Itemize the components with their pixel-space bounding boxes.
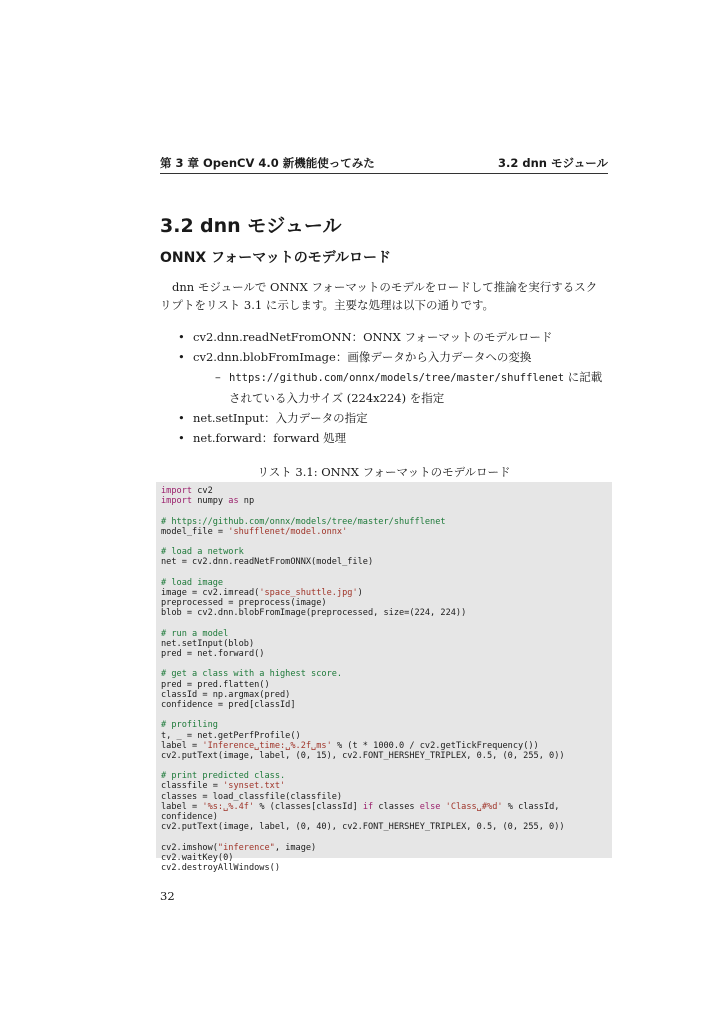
shufflenet-url-link[interactable]: https://github.com/onnx/models/tree/master/shufflenet — [229, 372, 565, 384]
code-token: classes = load_classfile(classfile) — [161, 791, 343, 802]
code-keyword: import — [161, 486, 193, 496]
code-keyword: else — [419, 801, 441, 812]
code-token: net = cv2.dnn.readNetFromONNX(model_file) — [161, 557, 374, 568]
code-token: ) — [357, 587, 363, 598]
code-token: net.setInput(blob) — [161, 638, 255, 649]
code-comment: # print predicted class. — [161, 771, 286, 782]
code-line — [161, 802, 612, 812]
code-keyword: import — [161, 496, 193, 507]
code-string: 'synset.txt' — [223, 781, 286, 792]
code-line — [161, 629, 612, 639]
code-line — [161, 781, 612, 791]
bullet-icon: • — [178, 431, 185, 445]
code-token: t, _ = net.getPerfProfile() — [161, 730, 301, 741]
code-token: confidence = pred[classId] — [161, 699, 296, 710]
code-string: '%s:␣%.4f' — [202, 801, 255, 812]
code-line — [161, 496, 612, 506]
code-token: pred = net.forward() — [161, 649, 265, 659]
code-token: cv2.waitKey(0) — [161, 852, 234, 863]
code-token: , image) — [274, 842, 317, 853]
code-string: "inference" — [217, 842, 275, 853]
code-token: cv2.destroyAllWindows() — [161, 862, 280, 873]
code-listing — [156, 482, 612, 873]
code-line — [161, 486, 612, 496]
code-line — [161, 863, 612, 873]
code-line — [161, 761, 612, 771]
list-item — [178, 327, 608, 347]
sub-list-item-text: に記載されている入力サイズ (224x224) を指定 — [229, 370, 603, 405]
code-token: % classId, — [502, 801, 560, 812]
code-line — [161, 598, 612, 608]
code-token: classfile = — [161, 781, 224, 792]
list-item-text: cv2.dnn.blobFromImage：画像データから入力データへの変換 — [193, 350, 532, 364]
code-keyword: if — [362, 801, 374, 812]
code-line — [161, 506, 612, 516]
code-line — [161, 527, 612, 537]
code-line — [161, 578, 612, 588]
code-token: label = — [161, 740, 203, 751]
code-comment: # get a class with a highest score. — [161, 669, 343, 680]
dash-icon: – — [215, 370, 221, 384]
code-line — [161, 659, 612, 669]
code-line — [161, 517, 612, 527]
code-token: confidence) — [161, 812, 218, 822]
list-item — [178, 428, 608, 448]
section-title-text: dnn モジュール — [200, 215, 342, 237]
code-string: 'shufflenet/model.onnx' — [228, 526, 348, 537]
code-line — [161, 812, 612, 822]
code-line — [161, 547, 612, 557]
running-header-section: 3.2 dnn モジュール — [497, 156, 608, 170]
intro-paragraph: dnn モジュールで ONNX フォーマットのモデルをロードして推論を実行するスクリプトをリスト 3.1 に示します。主要な処理は以下の通りです。 — [160, 280, 598, 312]
code-line — [161, 843, 612, 853]
code-line — [161, 700, 612, 710]
bullet-icon: • — [178, 350, 185, 364]
code-token: pred = pred.flatten() — [161, 679, 270, 690]
code-token: cv2.imshow( — [161, 842, 218, 853]
code-line — [161, 618, 612, 628]
code-token: cv2.putText(image, label, (0, 15), cv2.FONT_HERSHEY_TRIPLEX, 0.5, (0, 255, 0)) — [161, 750, 565, 761]
listing-caption: リスト 3.1: ONNX フォーマットのモデルロード — [257, 465, 511, 479]
code-line — [161, 669, 612, 679]
code-token: % (classes[classId] — [254, 801, 363, 812]
code-line — [161, 720, 612, 730]
section-number: 3.2 — [160, 215, 194, 237]
code-token: label = — [161, 801, 203, 812]
code-line — [161, 792, 612, 802]
section-title — [160, 214, 342, 238]
code-keyword: as — [228, 496, 239, 507]
list-item — [178, 408, 608, 428]
subsection-title: ONNX フォーマットのモデルロード — [160, 250, 392, 266]
code-line — [161, 731, 612, 741]
code-line — [161, 822, 612, 832]
list-item-text: net.forward：forward 処理 — [193, 431, 347, 445]
code-comment: # run a model — [161, 628, 229, 639]
code-string: 'Class␣#%d' — [445, 801, 503, 812]
code-token: preprocessed = preprocess(image) — [161, 598, 327, 609]
code-line — [161, 568, 612, 578]
sub-list-item — [215, 367, 608, 408]
code-token: cv2 — [192, 486, 213, 496]
code-token: cv2.putText(image, label, (0, 40), cv2.FONT_HERSHEY_TRIPLEX, 0.5, (0, 255, 0)) — [161, 822, 565, 833]
code-line — [161, 751, 612, 761]
code-token: image = cv2.imread( — [161, 587, 260, 598]
code-comment: # https://github.com/onnx/models/tree/master/shufflenet — [161, 516, 446, 527]
code-token: np — [238, 496, 255, 507]
code-token: classId = np.argmax(pred) — [161, 689, 291, 700]
code-line — [161, 649, 612, 659]
code-token: blob = cv2.dnn.blobFromImage(preprocessed, size=(224, 224)) — [161, 608, 467, 619]
code-line — [161, 557, 612, 567]
code-string: 'Inference␣time:␣%.2f␣ms' — [202, 740, 332, 751]
page-number: 32 — [160, 889, 175, 903]
code-line — [161, 741, 612, 751]
code-line — [161, 608, 612, 618]
code-token: classes — [373, 801, 420, 812]
list-item — [178, 347, 608, 408]
code-line — [161, 537, 612, 547]
function-list — [178, 327, 608, 448]
code-line — [161, 832, 612, 842]
code-line — [161, 771, 612, 781]
list-item-text: net.setInput：入力データの指定 — [193, 411, 368, 425]
code-line — [161, 710, 612, 720]
code-token: model_file = — [161, 526, 229, 537]
running-header-chapter: 第 3 章 OpenCV 4.0 新機能使ってみた — [160, 156, 375, 170]
code-string: 'space_shuttle.jpg' — [259, 587, 358, 598]
code-token: numpy — [192, 496, 229, 507]
code-comment: # load image — [161, 577, 224, 588]
code-line — [161, 639, 612, 649]
code-line — [161, 680, 612, 690]
bullet-icon: • — [178, 330, 185, 344]
code-comment: # profiling — [161, 720, 218, 731]
code-line — [161, 690, 612, 700]
code-token: % (t * 1000.0 / cv2.getTickFrequency()) — [331, 740, 539, 751]
running-header — [160, 155, 608, 174]
code-comment: # load a network — [161, 547, 244, 558]
code-line — [161, 588, 612, 598]
sub-list — [193, 367, 608, 408]
bullet-icon: • — [178, 411, 185, 425]
code-line — [161, 853, 612, 863]
list-item-text: cv2.dnn.readNetFromONN：ONNX フォーマットのモデルロード — [193, 330, 553, 344]
